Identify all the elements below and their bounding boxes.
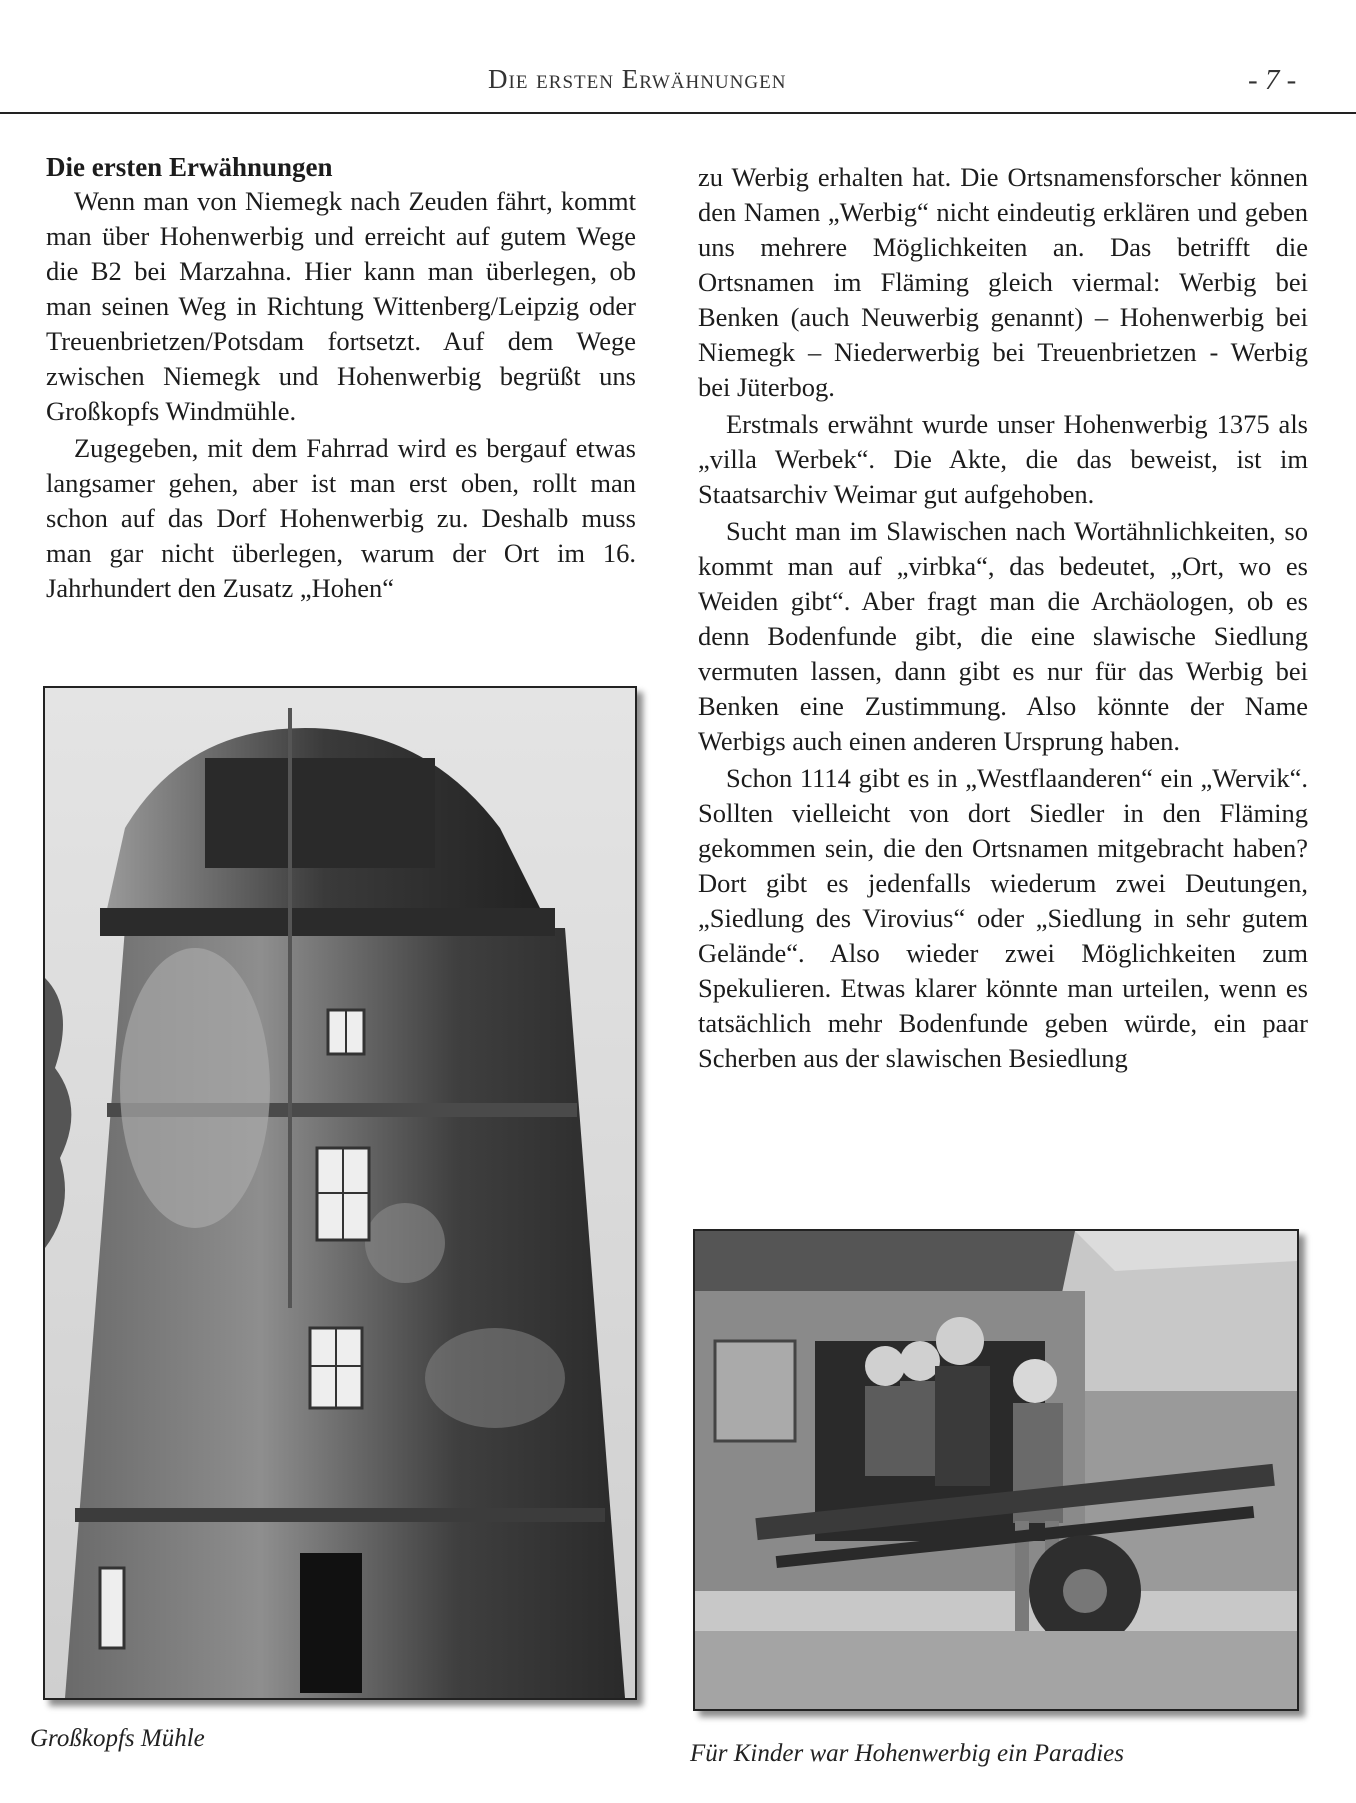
children-illustration xyxy=(695,1231,1297,1709)
paragraph: Sucht man im Slawischen nach Wortähnlichkeiten, so kommt man auf „virbka“, das bedeutet, „Ort, wo es Weiden gibt“. Aber fragt man die Archäologen, ob es denn Bodenfunde gibt, die eine slawische Siedlung vermuten lassen, dann gibt es nur für das Werbig bei Benken eine Zustimmung. Also könnte der Name Werbigs auch einen anderen Ursprung haben. xyxy=(698,516,1308,756)
paragraph: Erstmals erwähnt wurde unser Hohenwerbig 1375 als „villa Werbek“. Die Akte, die das beweist, ist im Staatsarchiv Weimar gut aufgehoben. xyxy=(698,409,1308,509)
windmill-illustration xyxy=(45,688,635,1698)
page-number: - 7 - xyxy=(1248,64,1297,96)
header-title: Die ersten Erwähnungen xyxy=(488,64,787,94)
running-header xyxy=(0,60,1356,114)
paragraph: Schon 1114 gibt es in „Westflaanderen“ ein „Wervik“. Sollten vielleicht von dort Siedler in den Fläming gekommen sein, die den Ortsnamen mitgebracht haben? Dort gibt es jedenfalls wiederum zwei Deutungen, „Siedlung des Virovius“ oder „Siedlung in sehr gutem Gelände“. Also wieder zwei Möglichkeiten zum Spekulieren. Etwas klarer könnte man urteilen, wenn es tatsächlich mehr Bodenfunde geben würde, ein paar Scherben aus der slawischen Besiedlung xyxy=(698,763,1308,1073)
paragraph: Zugegeben, mit dem Fahrrad wird es bergauf etwas langsamer gehen, aber ist man erst oben, rollt man schon auf das Dorf Hohenwerbig zu. Deshalb muss man gar nicht überlegen, warum der Ort im 16. Jahrhundert den Zusatz „Hohen“ xyxy=(46,433,636,603)
children-photo xyxy=(693,1229,1299,1711)
paragraph: Wenn man von Niemegk nach Zeuden fährt, kommt man über Hohenwerbig und erreicht auf gutem Wege die B2 bei Marzahna. Hier kann man überlegen, ob man seinen Weg in Richtung Wittenberg/Leipzig oder Treuenbrietzen/Potsdam fortsetzt. Auf dem Wege zwischen Niemegk und Hohenwerbig begrüßt uns Großkopfs Windmühle. xyxy=(46,186,636,426)
paragraph-continuation: zu Werbig erhalten hat. Die Ortsnamensforscher können den Namen „Werbig“ nicht eindeutig erklären und geben uns mehrere Möglichkeiten an. Das betrifft die Ortsnamen im Fläming gleich viermal: Werbig bei Benken (auch Neuwerbig genannt) – Hohenwerbig bei Niemegk – Niederwerbig bei Treuenbrietzen - Werbig bei Jüterbog. xyxy=(698,162,1308,402)
right-text-column xyxy=(698,160,1308,1076)
left-text-column xyxy=(46,150,636,606)
children-caption: Für Kinder war Hohenwerbig ein Paradies xyxy=(690,1740,1125,1767)
windmill-caption: Großkopfs Mühle xyxy=(30,1725,205,1752)
section-heading: Die ersten Erwähnungen xyxy=(46,152,333,182)
windmill-photo xyxy=(43,686,637,1700)
